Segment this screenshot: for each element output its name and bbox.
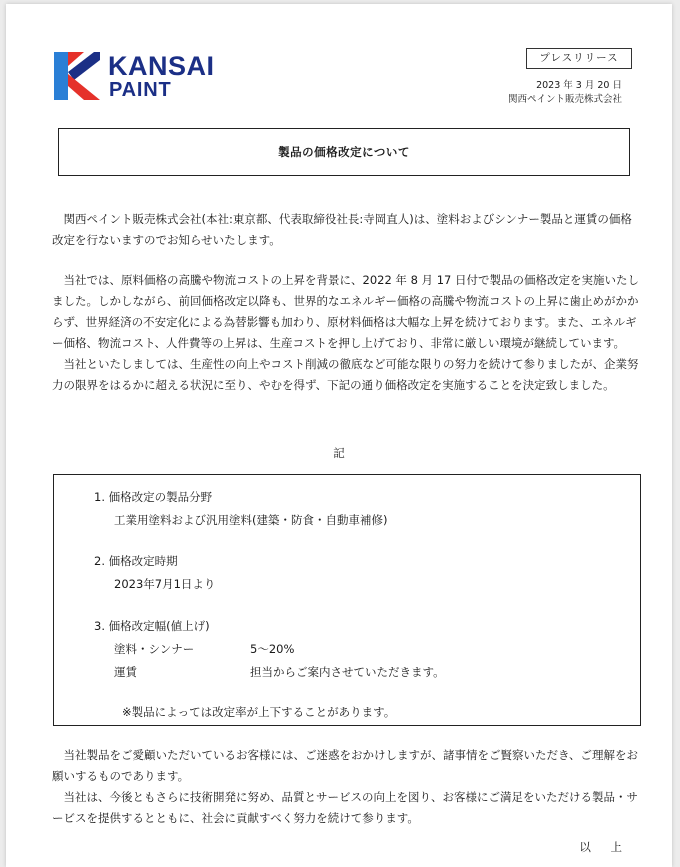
release-date: 2023 年 3 月 20 日 (536, 80, 622, 91)
closing-paragraph-2: 当社は、今後ともさらに技術開発に努め、品質とサービスの向上を図り、お客様にご満足をいただける製品・サービスを提供するとともに、社会に貢献すべく努力を続けて参ります。 (52, 790, 639, 825)
closing-section (52, 745, 642, 829)
item2-value: 2023年7月1日より (114, 577, 216, 591)
item3-heading: 3. 価格改定幅(値上げ) (94, 619, 210, 633)
issuing-company: 関西ペイント販売株式会社 (507, 94, 622, 105)
closing-paragraph-1: 当社製品をご愛顧いただいているお客様には、ご迷惑をおかけしますが、諸事情をご賢察いただき、ご理解をお願いするものであります。 (52, 748, 639, 783)
document-title: 製品の価格改定について (58, 128, 630, 176)
rate-row-2-label: 運賃 (114, 665, 137, 679)
kansai-logo-mark-icon (54, 52, 100, 100)
end-marker: 以 上 (579, 840, 630, 854)
rate-row-2-value: 担当からご案内させていただきます。 (250, 665, 445, 679)
item2-heading: 2. 価格改定時期 (94, 554, 178, 568)
details-box (53, 474, 641, 726)
rate-row-1-value: 5〜20% (250, 642, 295, 656)
background-section (52, 270, 642, 396)
item1-value: 工業用塗料および汎用塗料(建築・防食・自動車補修) (114, 513, 388, 527)
body-paragraph-1: 当社では、原料価格の高騰や物流コストの上昇を背景に、2022 年 8 月 17 日付で製品の価格改定を実施いたしました。しかしながら、前回価格改定以降も、世界的なエネルギー価格の高騰や物流コストの上昇に歯止めがかからず、世界経済の不安定化による為替影響も加わり、原材料価格は大幅な上昇を続けております。また、エネルギー価格、物流コスト、人件費等の上昇は、生産コストを押し上げており、非常に厳しい環境が継続しています。 (52, 273, 639, 350)
intro-paragraph (52, 209, 642, 251)
rate-row-1-label: 塗料・シンナー (114, 642, 195, 656)
kansai-paint-logo (54, 52, 234, 102)
ki-marker: 記 (333, 446, 345, 460)
logo-wordmark: KANSAI (108, 51, 215, 81)
document-page (6, 4, 672, 867)
details-note: ※製品によっては改定率が上下することがあります。 (122, 705, 396, 719)
item1-heading: 1. 価格改定の製品分野 (94, 490, 213, 504)
body-paragraph-2: 当社といたしましては、生産性の向上やコスト削減の徹底など可能な限りの努力を続けて参りましたが、企業努力の限界をはるかに超える状況に至り、やむを得ず、下記の通り価格改定を実施することを決定致しました。 (52, 357, 639, 392)
intro-text: 関西ペイント販売株式会社(本社:東京都、代表取締役社長:寺岡直人)は、塗料およびシンナー製品と運賃の価格改定を行ないますのでお知らせいたします。 (52, 212, 632, 247)
press-release-label: プレスリリース (526, 48, 632, 69)
logo-subtitle: PAINT (109, 79, 172, 101)
